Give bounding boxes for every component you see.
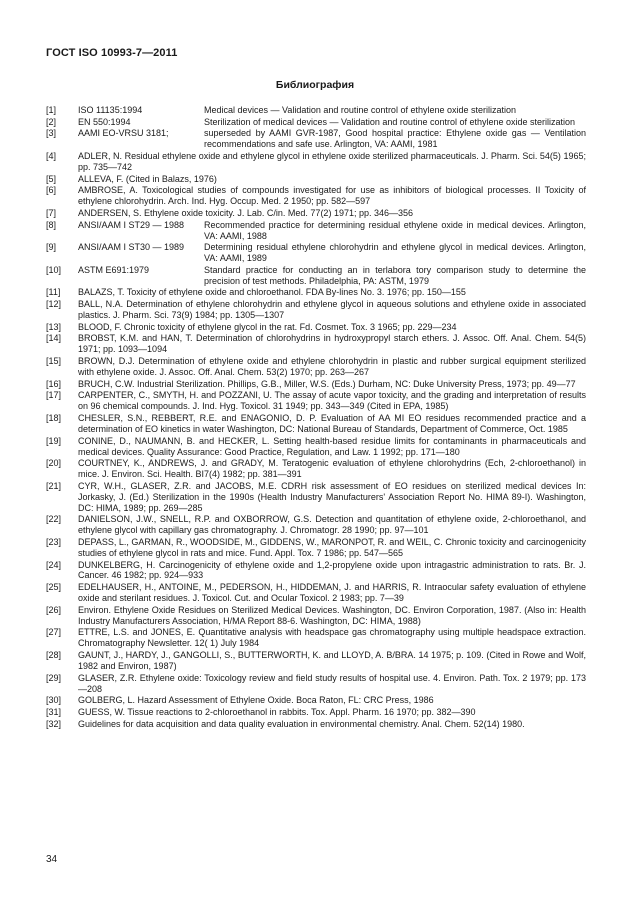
reference-number: [8] [46, 219, 57, 230]
reference-number: [18] [46, 413, 62, 424]
reference-item [46, 582, 586, 604]
reference-number: [2] [46, 116, 57, 127]
reference-number: [4] [46, 151, 57, 162]
reference-text: Guidelines for data acquisition and data quality evaluation in environmental chemistry. Anal. Chem. 52(14) 1980. [78, 718, 525, 729]
reference-item [46, 627, 586, 649]
reference-number: [11] [46, 287, 61, 298]
reference-text: ALLEVA, F. (Cited in Balazs, 1976) [78, 173, 217, 184]
reference-item [46, 299, 586, 321]
reference-item [46, 356, 586, 378]
reference-item [46, 481, 586, 514]
reference-item [46, 322, 586, 333]
reference-number: [28] [46, 650, 62, 661]
reference-list [46, 105, 586, 730]
reference-number: [32] [46, 718, 62, 729]
reference-item [46, 242, 586, 264]
reference-item [46, 117, 586, 128]
reference-item [46, 673, 586, 695]
reference-number: [9] [46, 242, 57, 253]
reference-item [46, 537, 586, 559]
reference-item [46, 333, 586, 355]
reference-text: ETTRE, L.S. and JONES, E. Quantitative analysis with headspace gas chromatography using multiple headspace extraction. Chromatography Newsletter. 12( 1) July 1984 [78, 627, 586, 649]
reference-text: BALAZS, T. Toxicity of ethylene oxide and chloroethanol. FDA By-lines No. 3. 1976; pp. 150—155 [78, 287, 466, 298]
reference-code: EN 550:1994 [78, 116, 131, 127]
reference-number: [20] [46, 458, 62, 469]
reference-text: COURTNEY, K., ANDREWS, J. and GRADY, M. Teratogenic evaluation of ethylene chlorohydrins (Ech, 2-chloroethanol) in mice. J. Environ. Sci. Health. BI7(4) 1982; pp. 381—391 [78, 458, 586, 480]
reference-number: [24] [46, 559, 62, 570]
reference-text: CHESLER, S.N., REBBERT, R.E. and ENAGONIO, D. P. Evaluation of AA MI EO residues recommended practice and a determination of EO kinetics in water Washington, DC: National Bureau of Standards, Department of Commerce, Oct. 1985 [78, 413, 586, 434]
reference-number: [21] [46, 480, 62, 491]
reference-number: [13] [46, 321, 62, 332]
reference-text: BRUCH, C.W. Industrial Sterilization. Phillips, G.B., Miller, W.S. (Eds.) Durham, NC: Duke University Press, 1973; pp. 49—77 [78, 378, 576, 389]
reference-item [46, 208, 586, 219]
reference-item [46, 514, 586, 536]
reference-number: [5] [46, 173, 57, 184]
reference-text: BROBST, K.M. and HAN, T. Determination of chlorohydrins in hydroxypropyl starch ethers. J. Assoc. Off. Anal. Chem. 54(5) 1971; pp. 1093—1094 [78, 333, 586, 355]
reference-text: BROWN, D.J. Determination of ethylene oxide and ethylene chlorohydrin in plastic and rubber surgical equipment sterilized with ethylene oxide. J. Assoc. Off. Anal. Chem. 53(2) 1970; pp. 263—267 [78, 356, 586, 377]
reference-number: [26] [46, 604, 62, 615]
reference-number: [23] [46, 536, 62, 547]
reference-item [46, 458, 586, 480]
reference-number: [6] [46, 185, 57, 196]
reference-item [46, 695, 586, 706]
reference-item [46, 605, 586, 627]
bibliography-title: Библиография [275, 79, 355, 91]
reference-code: ANSI/AAM I ST30 — 1989 [78, 242, 185, 253]
reference-item [46, 390, 586, 412]
reference-number: [14] [46, 333, 62, 344]
reference-number: [17] [46, 390, 62, 401]
reference-number: [27] [46, 627, 62, 638]
reference-text: Standard practice for conducting an in terlabora tory comparison study to determine the precision of test methods. Philadelphia, PA: ASTM, 1979 [204, 264, 586, 286]
reference-item [46, 379, 586, 390]
reference-text: CONINE, D., NAUMANN, B. and HECKER, L. Setting health-based residue limits for contaminants in pharmaceuticals and medical devices. Quality Assurance: Good Practice, Regulation, and Law. 1 1992; pp. 171—180 [78, 435, 586, 457]
reference-text: Determining residual ethylene chlorohydrin and ethylene glycol in medical devices. Arlington, VA: AAMI, 1989 [204, 242, 586, 264]
reference-number: [16] [46, 378, 62, 389]
document-header: ГОСТ ISO 10993-7—2011 [46, 47, 178, 59]
reference-number: [29] [46, 672, 62, 683]
reference-number: [7] [46, 207, 57, 218]
reference-code: ISO 11135:1994 [78, 105, 143, 115]
reference-number: [25] [46, 582, 62, 593]
reference-item [46, 265, 586, 287]
page-number: 34 [46, 854, 58, 865]
reference-text: Sterilization of medical devices — Validation and routine control of ethylene oxide sterilization [204, 116, 576, 127]
reference-number: [1] [46, 105, 57, 115]
reference-number: [12] [46, 299, 62, 310]
reference-text: CYR, W.H., GLASER, Z.R. and JACOBS, M.E. CDRH risk assessment of EO residues on sterilized medical devices In: Jorkasky, J. (Ed.) Sterilization in the 1990s (Health Industry Manufacturers' Association Report No. HIMA 89-I). Washington, DC: HIMA, 1989; pp. 269—285 [78, 480, 586, 513]
reference-item [46, 174, 586, 185]
reference-text: superseded by AAMI GVR-1987, Good hospital practice: Ethylene oxide gas — Ventilation recommendations and safe use. Arlington, VA: AAMI, 1981 [204, 128, 586, 150]
reference-text: DUNKELBERG, H. Carcinogenicity of ethylene oxide and 1,2-propylene oxide upon intragastric administration to rats. Br. J. Cancer. 46 1982; pp. 924—933 [78, 559, 586, 581]
reference-item [46, 185, 586, 207]
reference-text: GLASER, Z.R. Ethylene oxide: Toxicology review and field study results of hospital use. 4. Environ. Path. Tox. 2 1979; pp. 173—208 [78, 672, 586, 694]
reference-text: AMBROSE, A. Toxicological studies of compounds investigated for use as inhibitors of biological processes. II Toxicity of ethylene chlorohydrin. Arch. Ind. Hyg. Occup. Med. 2 1950; pp. 582—597 [78, 185, 586, 207]
reference-text: ADLER, N. Residual ethylene oxide and ethylene glycol in ethylene oxide sterilized pharmaceuticals. J. Pharm. Sci. 54(5) 1965; pp. 735—742 [78, 151, 586, 172]
reference-item [46, 413, 586, 435]
reference-item [46, 707, 586, 718]
reference-text: Medical devices — Validation and routine control of ethylene oxide sterilization [204, 105, 517, 115]
reference-number: [22] [46, 514, 62, 525]
reference-code: AAMI EO-VRSU 3181; [78, 128, 169, 139]
reference-text: Environ. Ethylene Oxide Residues on Sterilized Medical Devices. Washington, DC. Environ Corporation, 1987. (Also in: Health Industry Manufacturers Association, H/MA Report 88-6. Washington, DC: HIMA, 1988) [78, 604, 586, 626]
reference-code: ANSI/AAM I ST29 — 1988 [78, 219, 185, 230]
reference-text: GUESS, W. Tissue reactions to 2-chloroethanol in rabbits. Tox. Appl. Pharm. 16 1970; pp. 382—390 [78, 706, 476, 717]
reference-text: EDELHAUSER, H., ANTOINE, M., PEDERSON, H., HIDDEMAN, J. and HARRIS, R. Intraocular safety evaluation of ethylene oxide and sterilant residues. J. Toxicol. Cut. and Ocular Toxicol. 2 1983; pp. 7—39 [78, 582, 586, 604]
reference-item [46, 719, 586, 730]
reference-item [46, 560, 586, 582]
reference-text: GAUNT, J., HARDY, J., GANGOLLI, S., BUTTERWORTH, K. and LLOYD, A. B/BRA. 14 1975; p. 109. (Cited in Rowe and Wolf, 1982 and Environ, 1987) [78, 650, 586, 671]
reference-item [46, 105, 586, 116]
reference-text: Recommended practice for determining residual ethylene oxide in medical devices. Arlington, VA: AAMI, 1988 [204, 219, 586, 241]
reference-number: [30] [46, 695, 62, 706]
reference-item [46, 220, 586, 242]
reference-number: [15] [46, 356, 62, 367]
reference-item [46, 151, 586, 173]
reference-code: ASTM E691:1979 [78, 264, 150, 275]
reference-item [46, 128, 586, 150]
reference-item [46, 436, 586, 458]
reference-text: DANIELSON, J.W., SNELL, R.P. and OXBORROW, G.S. Detection and quantitation of ethylene oxide, 2-chloroethanol, and ethylene glycol with capillary gas chromatography. J. Chromatogr. 28 1990; pp. 97—101 [78, 514, 586, 536]
reference-text: GOLBERG, L. Hazard Assessment of Ethylene Oxide. Boca Raton, FL: CRC Press, 1986 [78, 695, 434, 706]
reference-item [46, 287, 586, 298]
reference-text: ANDERSEN, S. Ethylene oxide toxicity. J. Lab. C/in. Med. 77(2) 1971; pp. 346—356 [78, 207, 414, 218]
reference-text: DEPASS, L., GARMAN, R., WOODSIDE, M., GIDDENS, W., MARONPOT, R. and WEIL, C. Chronic toxicity and carcinogenicity studies of ethylene glycol in rats and mice. Fund. Appl. Tox. 7 1986; pp. 547—565 [78, 536, 586, 558]
reference-text: CARPENTER, C., SMYTH, H. and POZZANI, U. The assay of acute vapor toxicity, and the grading and interpretation of results on 96 chemical compounds. J. Ind. Hyg. Toxicol. 31 1949; pp. 343—349 (Cited in EPA, 1985) [78, 390, 586, 412]
reference-item [46, 650, 586, 672]
reference-number: [10] [46, 264, 62, 275]
reference-text: BALL, N.A. Determination of ethylene chlorohydrin and ethylene glycol in aqueous solutions and ethylene oxide in associated plastics. J. Pharm. Sci. 73(9) 1984; pp. 1305—1307 [78, 299, 586, 321]
reference-number: [3] [46, 128, 57, 139]
reference-number: [19] [46, 435, 62, 446]
reference-text: BLOOD, F. Chronic toxicity of ethylene glycol in the rat. Fd. Cosmet. Tox. 3 1965; pp. 229—234 [78, 321, 457, 332]
reference-number: [31] [46, 706, 62, 717]
